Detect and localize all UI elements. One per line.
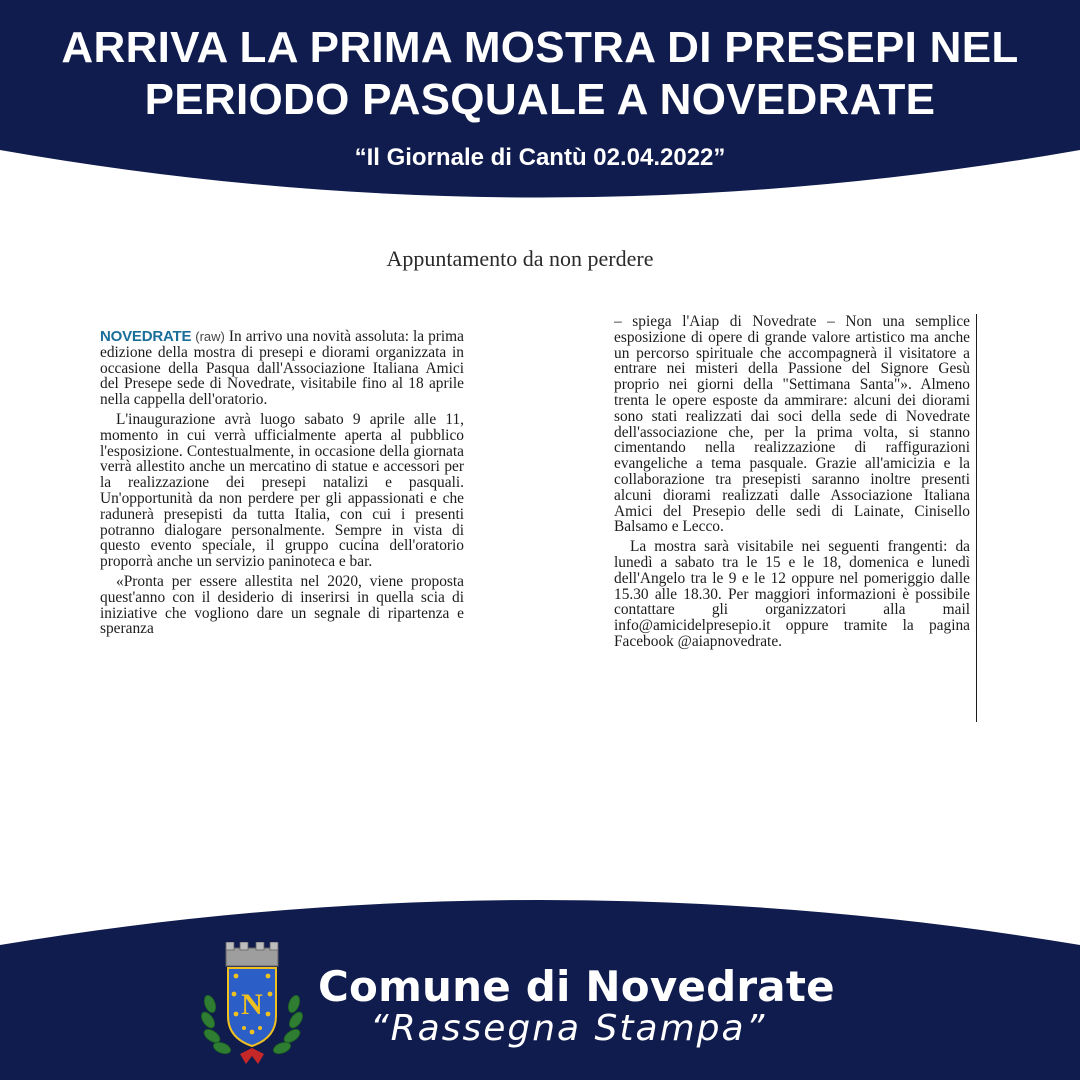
source-citation: “Il Giornale di Cantù 02.04.2022” [354, 144, 726, 171]
headline-line-2: PERIODO PASQUALE A NOVEDRATE [144, 75, 936, 124]
article-paragraph-1 [100, 329, 464, 408]
article-paragraph-5: La mostra sarà visitabile nei seguenti frangenti: da lunedì a sabato tra le 15 e le 18, domenica e lunedì dell'Angelo tra le 9 e le 12 oppure nel pomeriggio dalle 15.30 alle 18.30. Per maggiori informazioni è possibile contattare gli organizzatori alla mail info@amicidelpresepio.it oppure tramite la pagina Facebook @aiapnovedrate. [614, 538, 970, 650]
article-text-1: In arrivo una novità assoluta: la prima edizione della mostra di presepi e diorami organizzata in occasione della Pasqua dall'Associazione Italiana Amici del Presepe sede di Novedrate, visitabile fino al 18 aprile nella cappella dell'oratorio. [100, 329, 464, 409]
crest-letter: N [241, 988, 263, 1021]
organization-subtitle: “Rassegna Stampa” [370, 1008, 767, 1049]
headline-line-1: ARRIVA LA PRIMA MOSTRA DI PRESEPI NEL [61, 23, 1019, 72]
article-paragraph-3: «Pronta per essere allestita nel 2020, viene proposta quest'anno con il desiderio di inserirsi in quella scia di iniziative che vogliono dare un segnale di ripartenza e speranza [100, 572, 464, 638]
header-band [0, 0, 1080, 215]
article-column-right [614, 314, 977, 722]
article-title: Appuntamento da non perdere [386, 246, 654, 271]
article-kicker: NOVEDRATE [100, 329, 192, 345]
article-paragraph-4: – spiega l'Aiap di Novedrate – Non una semplice esposizione di opere di grande valore artistico ma anche un percorso spirituale che accompagnerà il visitatore a entrare nei misteri della Passione del Signore Gesù proprio nei giorni della "Settimana Santa"». Almeno trenta le opere esposte da ammirare: alcuni dei diorami sono stati realizzati dai soci della sede di Novedrate dell'associazione che, per la prima volta, si stanno cimentando nella realizzazione di raffigurazioni evangeliche a tema pasquale. Grazie all'amicizia e la collaborazione tra presepisti saranno inoltre presenti alcuni diorami realizzati dalle Associazione Italiana Amici del Presepio delle sedi di Lainate, Cinisello Balsamo e Lecco. [614, 314, 970, 536]
organization-name: Comune di Novedrate [318, 962, 835, 1011]
article-column-left [100, 329, 464, 722]
article-author: (raw) [195, 329, 225, 344]
municipal-crest-icon [196, 942, 308, 1068]
article-paragraph-2: L'inaugurazione avrà luogo sabato 9 aprile alle 11, momento in cui verrà ufficialmente aperta al pubblico l'esposizione. Contestualmente, in occasione della giornata verrà allestito anche un mercatino di statue e accessori per la realizzazione dei presepi natalizi e pasquali. Un'opportunità da non perdere per gli appassionati e che radunerà presepisti da tutta Italia, con cui i presenti potranno dialogare personalmente. Sempre in vista di questo evento speciale, il gruppo cucina dell'oratorio proporrà anche un servizio paninoteca e bar. [100, 410, 464, 571]
headline [0, 22, 1080, 126]
